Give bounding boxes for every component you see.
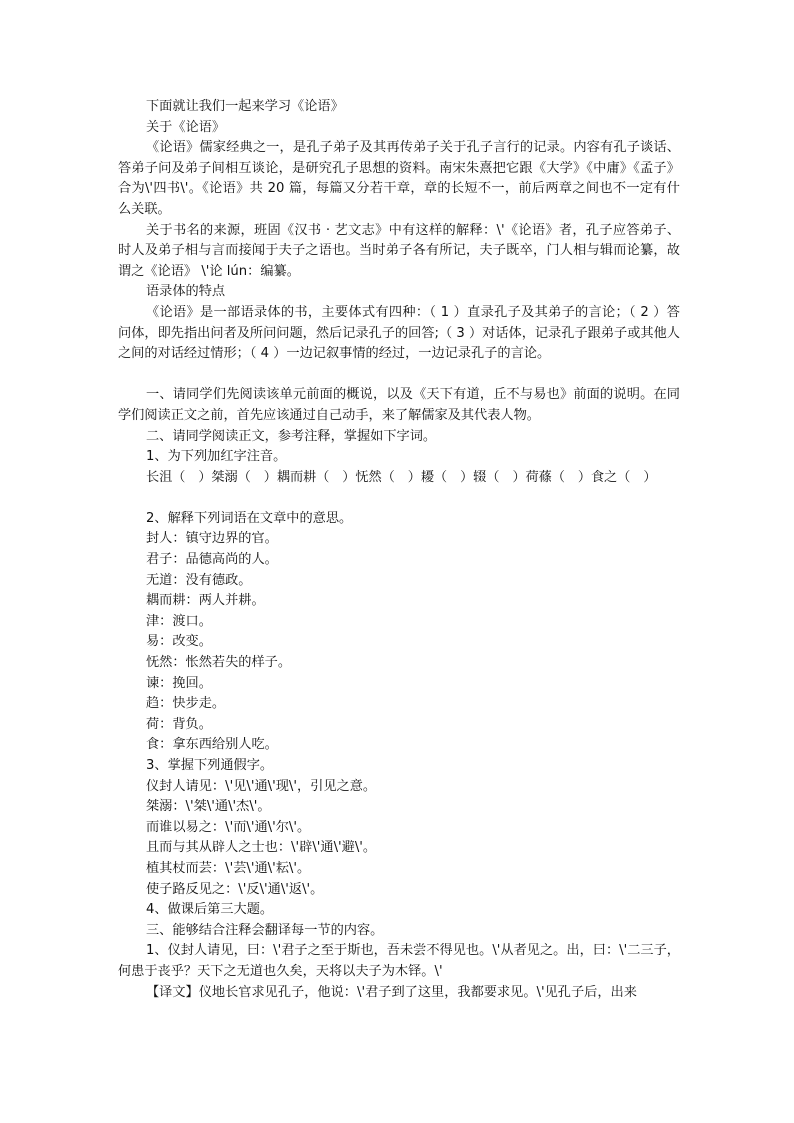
definition-item: 荷：背负。 xyxy=(146,716,212,732)
definition-item: 耦而耕：两人并耕。 xyxy=(146,593,265,609)
task-homework: 4、做课后第三大题。 xyxy=(146,902,274,918)
paragraph-lunyu-description: 《论语》儒家经典之一，是孔子弟子及其再传弟子关于孔子言行的记录。内容有孔子谈话、答弟子问及弟子间相互谈论，是研究孔子思想的资料。南宋朱熹把它跟《大学》《中庸》《孟子》合为\'四书\'。《论语》共 20 篇，每篇又分若干章，章的长短不一，前后两章之间也不一定有什么关联。 xyxy=(118,140,680,217)
definition-item: 津：渡口。 xyxy=(146,613,212,629)
blank-line xyxy=(118,488,680,509)
document-body xyxy=(118,97,680,1003)
paragraph-title-origin: 关于书名的来源，班固《汉书 · 艺文志》中有这样的解释：\'《论语》者，孔子应答弟子、时人及弟子相与言而接闻于夫子之语也。当时弟子各有所记，夫子既卒，门人相与辑而论纂，故谓之《论语》 \'论 lún：编纂。 xyxy=(118,222,680,279)
variant-item: 而谁以易之：\'而\'通\'尔\'。 xyxy=(146,819,311,835)
blank-line xyxy=(118,365,680,386)
section-one: 一、请同学们先阅读该单元前面的概说，以及《天下有道，丘不与易也》前面的说明。在同学们阅读正文之前，首先应该通过自己动手，来了解儒家及其代表人物。 xyxy=(118,387,680,423)
variant-item: 且而与其从辟人之士也：\'辟\'通\'避\'。 xyxy=(146,840,377,856)
heading-quotation-style: 语录体的特点 xyxy=(146,284,226,300)
definition-item: 趋：快步走。 xyxy=(146,696,226,712)
definition-item: 封人：镇守边界的官。 xyxy=(146,531,278,547)
definition-item: 食：拿东西给别人吃。 xyxy=(146,737,278,753)
definition-item: 君子：品德高尚的人。 xyxy=(146,552,278,568)
section-two: 二、请同学阅读正文，参考注释，掌握如下字词。 xyxy=(146,428,437,444)
definition-item: 怃然：怅然若失的样子。 xyxy=(146,655,292,671)
task-pronunciation: 1、为下列加红字注音。 xyxy=(146,449,287,465)
definition-item: 谏：挽回。 xyxy=(146,675,212,691)
classical-passage: 1、仪封人请见，曰：\'君子之至于斯也，吾未尝不得见也。\'从者见之。出，曰：\'二三子，何患于丧乎？天下之无道也久矣，天将以夫子为木铎。\' xyxy=(118,943,680,979)
variant-item: 使子路反见之：\'反\'通\'返\'。 xyxy=(146,881,324,897)
task-variant-characters: 3、掌握下列通假字。 xyxy=(146,758,274,773)
paragraph-intro: 下面就让我们一起来学习《论语》 xyxy=(146,99,344,114)
pronunciation-items: 长沮（ ）桀溺（ ）耦而耕（ ）怃然（ ）耰（ ）辍（ ）荷蓧（ ）食之（ ） xyxy=(146,469,657,485)
paragraph-quotation-forms: 《论语》是一部语录体的书，主要体式有四种：（ 1 ）直录孔子及其弟子的言论；（ 2 ）答问体，即先指出问者及所问问题，然后记录孔子的回答;（ 3 ）对话体，记录孔子跟弟子或其他人之间的对话经过情形；（ 4 ）一边记叙事情的经过，一边记录孔子的言论。 xyxy=(118,304,680,362)
translation-paragraph: 【译文】仪地长官求见孔子，他说：\'君子到了这里，我都要求见。\'见孔子后，出来 xyxy=(146,984,637,1000)
heading-about-lunyu: 关于《论语》 xyxy=(146,119,226,135)
variant-item: 仪封人请见：\'见\'通\'现\'，引见之意。 xyxy=(146,778,377,794)
task-definitions: 2、解释下列词语在文章中的意思。 xyxy=(146,510,353,526)
section-three: 三、能够结合注释会翻译每一节的内容。 xyxy=(146,922,384,938)
definition-item: 无道：没有德政。 xyxy=(146,572,252,588)
variant-item: 桀溺：\'桀\'通\'杰\'。 xyxy=(146,799,271,815)
variant-item: 植其杖而芸：\'芸\'通\'耘\'。 xyxy=(146,860,311,876)
definition-item: 易：改变。 xyxy=(146,634,212,650)
